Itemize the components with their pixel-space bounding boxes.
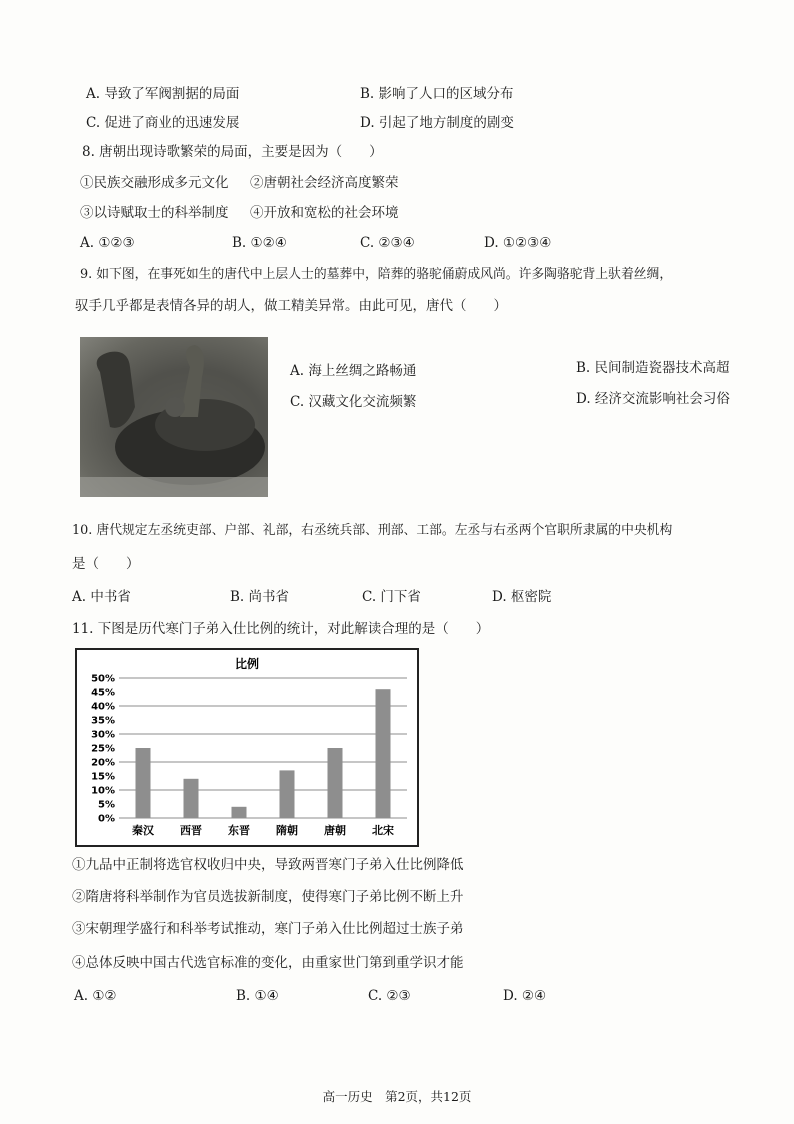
y-tick-label: 50% xyxy=(91,673,115,685)
q8-item-1: ①民族交融形成多元文化 xyxy=(80,175,229,191)
q11-option-a: A. ①② xyxy=(74,988,117,1004)
x-tick-label: 秦汉 xyxy=(132,824,154,837)
x-tick-label: 唐朝 xyxy=(324,824,346,837)
q10-option-a: A. 中书省 xyxy=(72,589,131,605)
y-tick-label: 0% xyxy=(98,813,115,825)
bar-东晋 xyxy=(232,807,247,818)
x-tick-label: 西晋 xyxy=(180,824,202,837)
q10-stem-line1: 10. 唐代规定左丞统吏部、户部、礼部，右丞统兵部、刑部、工部。左丞与右丞两个官职所隶属的中央机构 xyxy=(72,523,673,538)
bar-chart-svg xyxy=(77,650,417,845)
q9-stem-line2: 驭手几乎都是表情各异的胡人，做工精美异常。由此可见，唐代（ ） xyxy=(75,298,507,314)
y-tick-label: 15% xyxy=(91,771,115,783)
q11-option-b: B. ①④ xyxy=(236,988,279,1004)
q10-option-b: B. 尚书省 xyxy=(230,589,290,605)
y-tick-label: 10% xyxy=(91,785,115,797)
bar-隋朝 xyxy=(280,770,295,818)
q8-item-4: ④开放和宽松的社会环境 xyxy=(250,205,399,221)
x-tick-label: 北宋 xyxy=(372,824,394,837)
q9-option-d: D. 经济交流影响社会习俗 xyxy=(576,391,730,407)
q11-item-3: ③宋朝理学盛行和科举考试推动，寒门子弟入仕比例超过士族子弟 xyxy=(72,921,464,937)
q11-option-c: C. ②③ xyxy=(368,988,411,1004)
q11-item-1: ①九品中正制将选官权收归中央，导致两晋寒门子弟入仕比例降低 xyxy=(72,857,464,873)
q8-item-3: ③以诗赋取士的科举制度 xyxy=(80,205,229,221)
q9-option-b: B. 民间制造瓷器技术高超 xyxy=(576,360,730,376)
q8-item-2: ②唐朝社会经济高度繁荣 xyxy=(250,175,399,191)
q7-option-c: C. 促进了商业的迅速发展 xyxy=(86,115,240,131)
bar-西晋 xyxy=(184,779,199,818)
camel-figurine-icon xyxy=(80,337,268,497)
page-footer: 高一历史 第2页，共12页 xyxy=(322,1089,472,1104)
q8-option-d: D. ①②③④ xyxy=(484,235,552,251)
y-tick-label: 40% xyxy=(91,701,115,713)
q11-option-d: D. ②④ xyxy=(503,988,547,1004)
y-tick-label: 30% xyxy=(91,729,115,741)
bar-chart xyxy=(75,648,419,847)
q8-stem: 8. 唐朝出现诗歌繁荣的局面，主要是因为（ ） xyxy=(82,144,383,160)
bar-北宋 xyxy=(376,689,391,818)
q8-option-b: B. ①②④ xyxy=(232,235,287,251)
y-tick-label: 35% xyxy=(91,715,115,727)
y-tick-label: 5% xyxy=(98,799,115,811)
y-tick-label: 20% xyxy=(91,757,115,769)
q7-option-b: B. 影响了人口的区域分布 xyxy=(360,86,514,102)
q10-option-c: C. 门下省 xyxy=(362,589,421,605)
chart-title: 比例 xyxy=(234,657,260,671)
bar-唐朝 xyxy=(328,748,343,818)
x-tick-label: 隋朝 xyxy=(276,824,298,837)
q11-item-2: ②隋唐将科举制作为官员选拔新制度，使得寒门子弟比例不断上升 xyxy=(72,889,464,905)
camel-figurine-photo xyxy=(80,337,268,497)
bar-秦汉 xyxy=(136,748,151,818)
q9-option-a: A. 海上丝绸之路畅通 xyxy=(290,363,417,379)
q11-item-4: ④总体反映中国古代选官标准的变化，由重家世门第到重学识才能 xyxy=(72,955,464,971)
q10-stem-line2: 是（ ） xyxy=(72,556,140,572)
q7-option-d: D. 引起了地方制度的剧变 xyxy=(360,115,514,131)
y-tick-label: 45% xyxy=(91,687,115,699)
x-tick-label: 东晋 xyxy=(228,824,250,837)
q8-option-a: A. ①②③ xyxy=(80,235,135,251)
q7-option-a: A. 导致了军阀割据的局面 xyxy=(86,86,240,102)
q10-option-d: D. 枢密院 xyxy=(492,589,552,605)
q8-option-c: C. ②③④ xyxy=(360,235,415,251)
q9-option-c: C. 汉藏文化交流频繁 xyxy=(290,394,417,410)
q11-stem: 11. 下图是历代寒门子弟入仕比例的统计，对此解读合理的是（ ） xyxy=(72,621,490,637)
q9-stem-line1: 9. 如下图，在事死如生的唐代中上层人士的墓葬中，陪葬的骆驼俑蔚成风尚。许多陶骆驼背上驮着丝绸， xyxy=(80,267,673,282)
y-tick-label: 25% xyxy=(91,743,115,755)
